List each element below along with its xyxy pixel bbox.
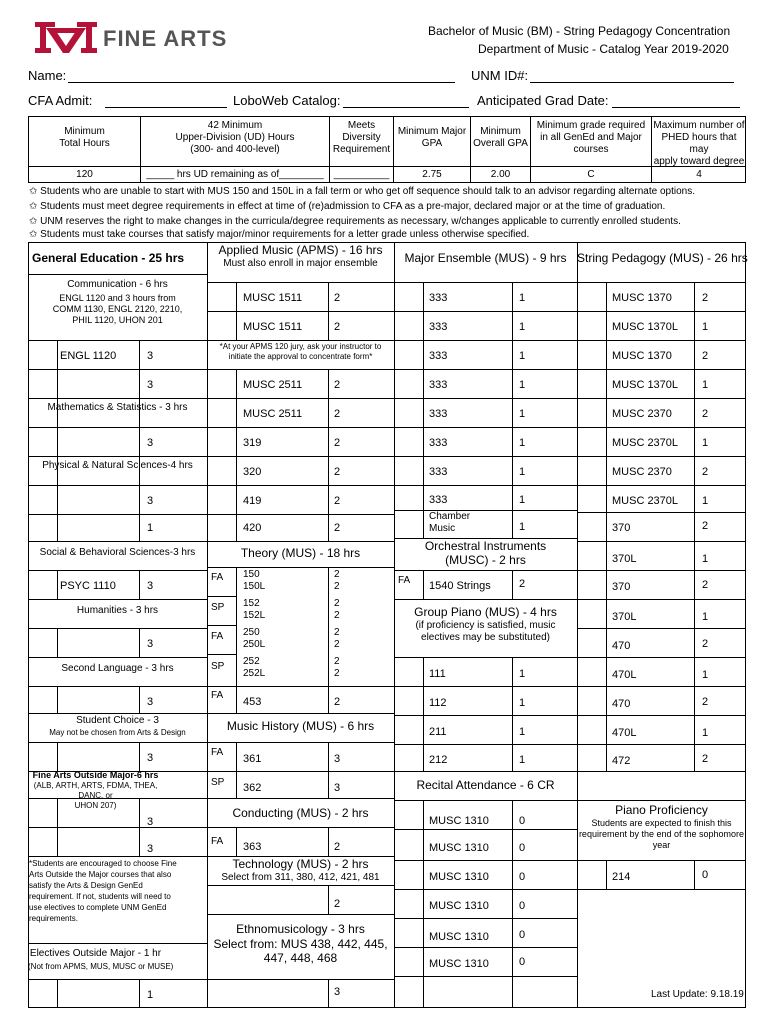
electives-heading: Electives Outside Major - 1 hr (29, 948, 162, 959)
theory-150-hours: 2 2 (334, 569, 340, 592)
pedagogy-370l-course-1: 370L (612, 553, 637, 565)
group-piano-title: Group Piano (MUS) - 4 hrs (414, 605, 557, 619)
min-grade-header: Minimum grade required in all GenEd and Major courses (536, 120, 646, 155)
musc-1511-course-2: MUSC 1511 (243, 321, 303, 333)
ethnomusicology-title: Ethnomusicology - 3 hrs (236, 922, 365, 936)
theory-252-courses: 252 252L (243, 656, 266, 679)
phed-value: 4 (696, 169, 702, 180)
musc-1370l-course-1: MUSC 1370L (612, 321, 679, 333)
ensemble-333-hours-6: 1 (519, 437, 526, 449)
recital-1310-course-1: MUSC 1310 (429, 815, 489, 827)
history-362-hours: 3 (334, 782, 341, 794)
ud-hours-header: 42 Minimum Upper-Division (UD) Hours (300- and 400-level) (175, 120, 295, 155)
fine-arts-hours-1: 3 (147, 816, 154, 828)
piano-212-hours: 1 (519, 754, 526, 766)
humanities-hours: 3 (147, 638, 154, 650)
ud-remaining-field[interactable]: _____ hrs UD remaining as of________ (146, 169, 324, 180)
note-off-sequence: ✩ Students who are unable to start with MUS 150 and 150L in a fall term or who get off sequence should talk to an advisor regarding alternate options. (29, 186, 696, 197)
musc-1370l-hours-1: 1 (702, 321, 709, 333)
engl-1120-course: ENGL 1120 (60, 350, 117, 362)
ensemble-333-hours-1: 1 (519, 292, 526, 304)
musc-1370l-course-2: MUSC 1370L (612, 379, 679, 391)
note-letter-grade: ✩ Students must take courses that satisfy major/minor requirements for a letter grade unless otherwise specified. (29, 229, 530, 240)
social-heading: Social & Behavioral Sciences-3 hrs (39, 547, 196, 558)
pedagogy-370-course-2: 370 (612, 581, 631, 593)
string-pedagogy-title: String Pedagogy (MUS) - 26 hrs (577, 251, 748, 265)
applied-419-hours: 2 (334, 495, 341, 507)
theory-sp-1: SP (211, 602, 225, 613)
electives-hours: 1 (147, 989, 154, 1001)
piano-214-credit: 0 (702, 869, 709, 881)
pedagogy-470-course-2: 470 (612, 698, 631, 710)
pedagogy-370-hours-1: 2 (702, 520, 709, 532)
min-total-hours-header: Minimum Total Hours (59, 126, 110, 149)
applied-music-title: Applied Music (APMS) - 16 hrs (218, 243, 383, 257)
math-hours: 3 (147, 437, 154, 449)
fine-arts-hours-2: 3 (147, 843, 154, 855)
recital-1310-credit-5: 0 (519, 929, 526, 941)
name-label: Name: (28, 68, 67, 83)
language-heading: Second Language - 3 hrs (61, 663, 174, 674)
major-gpa-header: Minimum Major GPA (397, 126, 467, 149)
min-grade-value: C (587, 169, 595, 180)
musc-1511-hours-1: 2 (334, 292, 341, 304)
recital-1310-course-5: MUSC 1310 (429, 931, 489, 943)
ensemble-333-course-5: 333 (429, 408, 448, 420)
musc-1511-hours-2: 2 (334, 321, 341, 333)
pedagogy-470-course-1: 470 (612, 640, 631, 652)
department-title: Department of Music - Catalog Year 2019-2020 (478, 42, 729, 56)
language-hours: 3 (147, 696, 154, 708)
diversity-field[interactable]: __________ (333, 169, 390, 180)
theory-152-hours: 2 2 (334, 598, 340, 621)
musc-1370-course-2: MUSC 1370 (612, 350, 672, 362)
theory-title: Theory (MUS) - 18 hrs (240, 546, 361, 560)
history-361-course: 361 (243, 753, 262, 765)
pedagogy-472-hours: 2 (702, 753, 709, 765)
program-title: Bachelor of Music (BM) - String Pedagogy Concentration (428, 24, 731, 38)
ensemble-333-hours-3: 1 (519, 350, 526, 362)
pedagogy-470-hours-1: 2 (702, 638, 709, 650)
pedagogy-370-hours-2: 2 (702, 579, 709, 591)
humanities-heading: Humanities - 3 hrs (76, 605, 159, 616)
pedagogy-370l-hours-2: 1 (702, 611, 709, 623)
musc-1511-course-1: MUSC 1511 (243, 292, 303, 304)
strings-1540-hours: 2 (519, 578, 526, 590)
pedagogy-470l-hours-2: 1 (702, 727, 709, 739)
engl-1120-hours: 3 (147, 350, 154, 362)
orchestral-fa: FA (398, 575, 411, 586)
gened-title: General Education - 25 hrs (32, 251, 185, 265)
jury-note: *At your APMS 120 jury, ask your instructor to initiate the approval to concentrate form* (219, 342, 382, 361)
musc-1370-hours-1: 2 (702, 292, 709, 304)
ensemble-333-course-6: 333 (429, 437, 448, 449)
theory-152-courses: 152 152L (243, 598, 266, 621)
applied-320-course: 320 (243, 466, 262, 478)
musc-2370l-hours-2: 1 (702, 495, 709, 507)
applied-319-hours: 2 (334, 437, 341, 449)
student-choice-note: May not be chosen from Arts & Design (49, 728, 186, 737)
ensemble-333-course-1: 333 (429, 292, 448, 304)
recital-1310-credit-3: 0 (519, 871, 526, 883)
ensemble-333-course-8: 333 (429, 494, 448, 506)
pedagogy-472-course: 472 (612, 755, 631, 767)
ethnomusicology-hours: 3 (334, 986, 341, 998)
ensemble-333-hours-8: 1 (519, 494, 526, 506)
overall-gpa-header: Minimum Overall GPA (473, 126, 528, 149)
electives-note: (Not from APMS, MUS, MUSC or MUSE) (28, 962, 174, 971)
conducting-363-hours: 2 (334, 841, 341, 853)
ensemble-333-course-7: 333 (429, 466, 448, 478)
piano-112-course: 112 (429, 697, 447, 709)
music-history-title: Music History (MUS) - 6 hrs (226, 719, 375, 733)
cfa-admit-label: CFA Admit: (28, 93, 93, 108)
ensemble-333-hours-5: 1 (519, 408, 526, 420)
pedagogy-470l-course-2: 470L (612, 727, 637, 739)
comm-second-hours: 3 (147, 379, 154, 391)
musc-2511-course-1: MUSC 2511 (243, 379, 303, 391)
pedagogy-370l-course-2: 370L (612, 611, 637, 623)
student-choice-hours: 3 (147, 752, 154, 764)
piano-111-course: 111 (429, 668, 446, 680)
piano-211-hours: 1 (519, 726, 526, 738)
musc-2370l-course-2: MUSC 2370L (612, 495, 679, 507)
applied-420-hours: 2 (334, 522, 341, 534)
history-sp: SP (211, 777, 225, 788)
piano-214-course: 214 (612, 871, 631, 883)
applied-music-note: Must also enroll in major ensemble (223, 258, 378, 269)
grad-date-field[interactable] (612, 107, 740, 108)
musc-1370-hours-2: 2 (702, 350, 709, 362)
applied-319-course: 319 (243, 437, 262, 449)
note-degree-requirements: ✩ Students must meet degree requirements in effect at time of (re)admission to CFA as a pre-major, declared major or at the time of graduation. (29, 201, 666, 212)
theory-252-hours: 2 2 (334, 656, 340, 679)
piano-112-hours: 1 (519, 697, 526, 709)
chamber-music-hours: 1 (519, 521, 526, 533)
pedagogy-470l-course-1: 470L (612, 669, 637, 681)
piano-111-hours: 1 (519, 668, 526, 680)
pedagogy-470-hours-2: 2 (702, 696, 709, 708)
history-362-course: 362 (243, 782, 262, 794)
history-fa: FA (211, 747, 224, 758)
recital-1310-course-4: MUSC 1310 (429, 900, 489, 912)
recital-attendance-title: Recital Attendance - 6 CR (416, 778, 555, 792)
conducting-fa: FA (211, 836, 224, 847)
ensemble-333-hours-4: 1 (519, 379, 526, 391)
applied-420-course: 420 (243, 522, 262, 534)
ensemble-333-hours-2: 1 (519, 321, 526, 333)
conducting-title: Conducting (MUS) - 2 hrs (232, 806, 369, 820)
name-field[interactable] (68, 82, 455, 83)
theory-sp-2: SP (211, 661, 225, 672)
musc-2370l-course-1: MUSC 2370L (612, 437, 679, 449)
note-curricula-changes: ✩ UNM reserves the right to make changes in the curricula/degree requirements as necessary, w/changes applicable to currently enrolled students. (29, 216, 681, 227)
ensemble-333-course-4: 333 (429, 379, 448, 391)
musc-2511-hours-1: 2 (334, 379, 341, 391)
recital-1310-course-3: MUSC 1310 (429, 871, 489, 883)
applied-320-hours: 2 (334, 466, 341, 478)
total-hours-value: 120 (76, 169, 93, 180)
major-gpa-value: 2.75 (422, 169, 442, 180)
theory-fa-2: FA (211, 631, 224, 642)
conducting-363-course: 363 (243, 841, 262, 853)
musc-2370-course-2: MUSC 2370 (612, 466, 672, 478)
pedagogy-370-course-1: 370 (612, 522, 631, 534)
major-ensemble-title: Major Ensemble (MUS) - 9 hrs (404, 251, 567, 265)
unm-id-label: UNM ID#: (471, 68, 529, 83)
musc-2511-hours-2: 2 (334, 408, 341, 420)
musc-2370-course-1: MUSC 2370 (612, 408, 672, 420)
musc-2511-course-2: MUSC 2511 (243, 408, 303, 420)
theory-250-courses: 250 250L (243, 627, 266, 650)
cfa-admit-field[interactable] (105, 107, 227, 108)
theory-fa-3: FA (211, 690, 224, 701)
psyc-1110-course: PSYC 1110 (60, 580, 116, 592)
recital-1310-credit-6: 0 (519, 956, 526, 968)
loboweb-catalog-field[interactable] (343, 107, 469, 108)
psyc-1110-hours: 3 (147, 580, 154, 592)
recital-1310-credit-4: 0 (519, 900, 526, 912)
musc-2370l-hours-1: 1 (702, 437, 709, 449)
fine-arts-heading: Fine Arts Outside Major-6 hrs (32, 770, 159, 780)
musc-1370-course-1: MUSC 1370 (612, 292, 672, 304)
math-heading: Mathematics & Statistics - 3 hrs (47, 402, 188, 413)
ensemble-333-hours-7: 1 (519, 466, 526, 478)
musc-2370-hours-1: 2 (702, 408, 709, 420)
technology-options: Select from 311, 380, 412, 421, 481 (221, 872, 380, 883)
logo-text: FINE ARTS (103, 26, 228, 51)
student-choice-heading: Student Choice - 3 (76, 715, 159, 726)
technology-hours: 2 (334, 898, 341, 910)
recital-1310-credit-1: 0 (519, 815, 526, 827)
science-heading: Physical & Natural Sciences-4 hrs (42, 460, 193, 471)
piano-212-course: 212 (429, 754, 448, 766)
last-update: Last Update: 9.18.19 (651, 989, 744, 1000)
recital-1310-credit-2: 0 (519, 842, 526, 854)
pedagogy-370l-hours-1: 1 (702, 553, 709, 565)
theory-150-courses: 150 150L (243, 569, 266, 592)
technology-title: Technology (MUS) - 2 hrs (232, 857, 369, 871)
loboweb-catalog-label: LoboWeb Catalog: (233, 93, 341, 108)
recital-1310-course-2: MUSC 1310 (429, 842, 489, 854)
unm-id-field[interactable] (530, 82, 734, 83)
science-lab-hours: 1 (147, 522, 154, 534)
unm-logo (33, 20, 99, 58)
theory-250-hours: 2 2 (334, 627, 340, 650)
fine-arts-encouragement: *Students are encouraged to choose Fine Arts Outside the Major courses that also satisfy the Arts & Design GenEd requirement. If not, students will need to use electives to complete UNM GenEd requirements. (29, 859, 177, 923)
theory-453-course: 453 (243, 696, 262, 708)
fine-arts-note: (ALB, ARTH, ARTS, FDMA, THEA, DANC, or UHON 207) (33, 781, 158, 810)
musc-2370-hours-2: 2 (702, 466, 709, 478)
ethnomusicology-options: Select from: MUS 438, 442, 445, 447, 448, 468 (213, 937, 388, 965)
strings-1540-course: 1540 Strings (429, 580, 491, 592)
piano-proficiency-note: Students are expected to finish this requirement by the end of the sophomore year (578, 818, 745, 850)
overall-gpa-value: 2.00 (490, 169, 511, 180)
applied-419-course: 419 (243, 495, 262, 507)
communication-heading: Communication - 6 hrs (67, 279, 168, 290)
theory-fa-1: FA (211, 572, 224, 583)
chamber-music-course: Chamber Music (429, 511, 471, 534)
orchestral-instruments-title: Orchestral Instruments (MUSC) - 2 hrs (424, 539, 547, 567)
diversity-header: Meets Diversity Requirement (332, 120, 391, 155)
ensemble-333-course-3: 333 (429, 350, 448, 362)
communication-description: ENGL 1120 and 3 hours from COMM 1130, ENGL 2120, 2210, PHIL 1120, UHON 201 (52, 293, 183, 325)
pedagogy-470l-hours-1: 1 (702, 669, 709, 681)
recital-1310-course-6: MUSC 1310 (429, 958, 489, 970)
phed-header: Maximum number of PHED hours that may apply toward degree (653, 120, 745, 167)
theory-453-hours: 2 (334, 696, 341, 708)
ensemble-333-course-2: 333 (429, 321, 448, 333)
piano-211-course: 211 (429, 726, 447, 738)
science-hours: 3 (147, 495, 154, 507)
piano-proficiency-title: Piano Proficiency (615, 803, 708, 817)
group-piano-note: (if proficiency is satisfied, music electives may be substituted) (415, 620, 556, 643)
musc-1370l-hours-2: 1 (702, 379, 709, 391)
grad-date-label: Anticipated Grad Date: (477, 93, 609, 108)
history-361-hours: 3 (334, 753, 341, 765)
